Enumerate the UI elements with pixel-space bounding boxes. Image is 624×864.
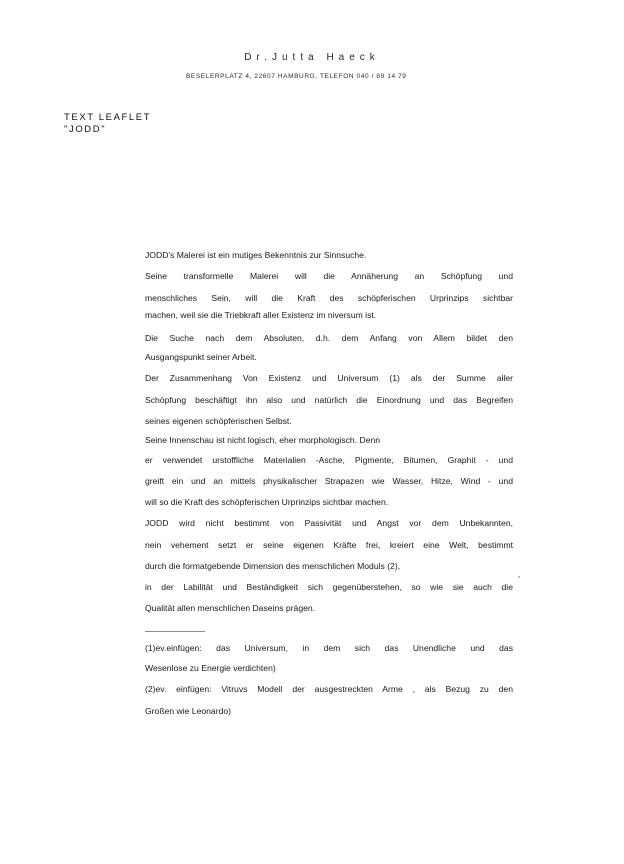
body-line: seines eigenen schöpferischen Selbst. (145, 416, 292, 426)
footnote-line: (2)ev. einfügen: Vitruvs Modell der ausgestreckten Arme , als Bezug zu den (145, 684, 513, 694)
body-line: er verwendet urstoffliche Materialien -Asche, Pigmente, Bitumen, Graphit - und (145, 455, 513, 465)
document-subheading: "JODD" (64, 124, 107, 135)
footnote-line: Wesenlose zu Energie verdichten) (145, 663, 276, 673)
ink-speck (518, 576, 520, 578)
body-line: Seine Innenschau ist nicht logisch, eher morphologisch. Denn (145, 435, 381, 445)
body-line: Die Suche nach dem Absoluten, d.h. dem Anfang von Allem bildet den (145, 333, 513, 343)
body-line: Qualität allen menschlichen Daseins prägen. (145, 603, 316, 613)
letterhead-name: Dr.Jutta Haeck (244, 52, 380, 63)
footnote-line: (1)ev.einfügen: das Universum, in dem sich das Unendliche und das (145, 643, 513, 653)
body-line: machen, weil sie die Triebkraft aller Existenz im niversum ist. (145, 310, 377, 320)
body-line: greift ein und an mittels physikalischer Strapazen wie Wasser, Hitze, Wind - und (145, 476, 513, 486)
document-heading: TEXT LEAFLET (64, 112, 152, 123)
letterhead-address: BESELERPLATZ 4, 22607 HAMBURG, TELEFON 040 / 89 14 79 (186, 73, 407, 80)
footnote-line: Großen wie Leonardo) (145, 706, 231, 716)
body-line: durch die formatgebende Dimension des menschlichen Moduls (2), (145, 561, 401, 571)
body-line: JODD wird nicht bestimmt von Passivität und Angst vor dem Unbekannten, (145, 518, 513, 528)
body-line: in der Labilität und Beständigkeit sich gegenüberstehen, so wie sie auch die (145, 582, 513, 592)
body-line: nein vehement setzt er seine eigenen Kräfte frei, kreiert eine Welt, bestimmt (145, 540, 513, 550)
body-line: JODD's Malerei ist ein mutiges Bekenntnis zur Sinnsuche. (145, 250, 367, 260)
body-line: Seine transformelle Malerei will die Annäherung an Schöpfung und (145, 271, 513, 281)
footnote-rule (145, 631, 205, 632)
body-line: Der Zusammenhang Von Existenz und Universum (1) als der Summe aller (145, 373, 513, 383)
body-line: will so die Kraft des schöpferischen Urprinzips sichtbar machen. (145, 497, 389, 507)
body-line: Schöpfung beschäftigt ihn also und natürlich die Einordnung und das Begreifen (145, 395, 513, 405)
body-line: Ausgangspunkt seiner Arbeit. (145, 352, 257, 362)
body-line: menschliches Sein, will die Kraft des schöpferischen Urprinzips sichtbar (145, 293, 513, 303)
